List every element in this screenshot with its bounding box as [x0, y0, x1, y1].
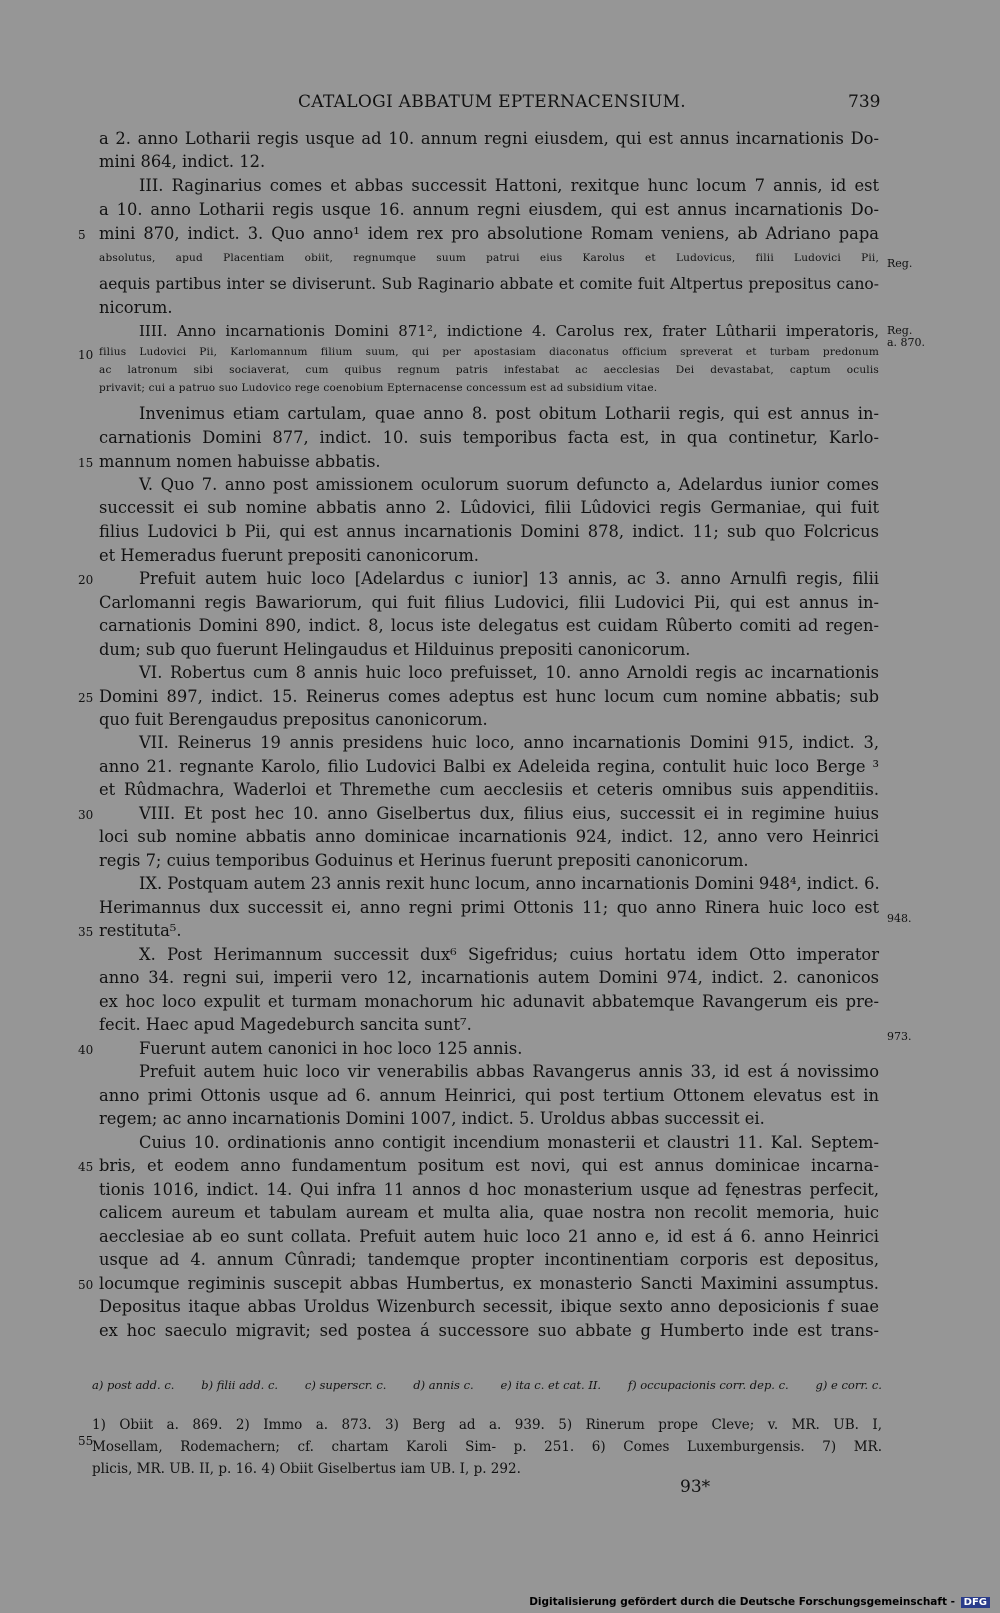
text-line: aequis partibus inter se diviserunt. Sub Raginario abbate et comite fuit Altpertus prepositus cano- [99, 275, 879, 293]
apparatus-note: d) annis c. [413, 1378, 474, 1392]
text-line: quo fuit Berengaudus prepositus canonicorum. [99, 710, 488, 729]
text-line: calicem aureum et tabulam auream et multa alia, quae nostra non recolit memoria, huic [99, 1203, 879, 1222]
footnote-line: 1) Obiit a. 869. 2) Immo a. 873. 3) Berg ad a. 939. 5) Rinerum prope Cleve; v. MR. UB. I, [92, 1417, 882, 1433]
text-line: aecclesiae ab eo sunt collata. Prefuit autem huic loco 21 anno e, id est á 6. anno Heinrici [99, 1227, 879, 1246]
text-line: X. Post Herimannum successit dux⁶ Sigefridus; cuius hortatu idem Otto imperator [139, 945, 879, 964]
text-line: anno 34. regni sui, imperii vero 12, incarnationis autem Domini 974, indict. 2. canonicos [99, 968, 879, 987]
line-number: 25 [78, 691, 94, 705]
text-line: anno 21. regnante Karolo, filio Ludovici Balbi ex Adeleida regina, contulit huic loco Berge ³ [99, 757, 879, 776]
text-line: III. Raginarius comes et abbas successit Hattoni, rexitque hunc locum 7 annis, id est [139, 176, 879, 195]
margin-note: a. 870. [887, 336, 926, 349]
text-line: Invenimus etiam cartulam, quae anno 8. post obitum Lotharii regis, qui est annus in- [139, 404, 879, 423]
text-line: Carlomanni regis Bawariorum, qui fuit filius Ludovici, filii Ludovici Pii, qui est annus in- [99, 593, 879, 612]
text-line: restituta⁵. [99, 921, 182, 940]
text-line: VI. Robertus cum 8 annis huic loco prefuisset, 10. anno Arnoldi regis ac incarnationis [139, 663, 879, 682]
text-line: fecit. Haec apud Magedeburch sancita sunt⁷. [99, 1015, 472, 1034]
text-line: nicorum. [99, 298, 173, 317]
margin-note: Reg. [887, 257, 913, 270]
line-number: 15 [78, 456, 94, 470]
line-number: 5 [78, 228, 86, 242]
text-line: dum; sub quo fuerunt Helingaudus et Hilduinus prepositi canonicorum. [99, 640, 691, 659]
apparatus-note: a) post add. c. [92, 1378, 175, 1392]
dfg-logo: DFG [961, 1597, 990, 1608]
text-line: tionis 1016, indict. 14. Qui infra 11 annos d hoc monasterium usque ad fęnestras perfecit, [99, 1180, 879, 1199]
apparatus-note: g) e corr. c. [815, 1378, 882, 1392]
text-line: absolutus, apud Placentiam obiit, regnumque suum patrui eius Karolus et Ludovicus, filii Ludovici Pii, [99, 252, 879, 264]
running-title: CATALOGI ABBATUM EPTERNACENSIUM. [298, 92, 686, 112]
text-line: mannum nomen habuisse abbatis. [99, 452, 381, 471]
text-line: Prefuit autem huic loco [Adelardus c iunior] 13 annis, ac 3. anno Arnulfi regis, filii [139, 569, 879, 588]
text-line: filius Ludovici b Pii, qui est annus incarnationis Domini 878, indict. 11; sub quo Folcricus [99, 522, 879, 541]
text-line: mini 870, indict. 3. Quo anno¹ idem rex pro absolutione Romam veniens, ab Adriano papa [99, 224, 879, 243]
line-number: 45 [78, 1160, 94, 1174]
text-line: Domini 897, indict. 15. Reinerus comes adeptus est hunc locum cum nomine abbatis; sub [99, 687, 879, 706]
text-line: privavit; cui a patruo suo Ludovico rege coenobium Epternacense concessum est ad subsidium vitae. [99, 382, 658, 394]
text-line: regis 7; cuius temporibus Goduinus et Herinus fuerunt prepositi canonicorum. [99, 851, 749, 870]
apparatus-note: e) ita c. et cat. II. [500, 1378, 602, 1392]
text-line: usque ad 4. annum Cûnradi; tandemque propter incontinentiam corporis est depositus, [99, 1250, 879, 1269]
text-line: ac latronum sibi sociaverat, cum quibus regnum patris infestabat ac aecclesias Dei devastabat, captum oculis [99, 364, 879, 376]
line-number: 30 [78, 808, 94, 822]
text-line: anno primi Ottonis usque ad 6. annum Heinrici, qui post tertium Ottonem elevatus est in [99, 1086, 879, 1105]
text-line: carnationis Domini 877, indict. 10. suis temporibus facta est, in qua continetur, Karlo- [99, 428, 879, 447]
text-line: mini 864, indict. 12. [99, 152, 266, 171]
text-line: ex hoc saeculo migravit; sed postea á successore suo abbate g Humberto inde est trans- [99, 1321, 879, 1340]
text-line: a 2. anno Lotharii regis usque ad 10. annum regni eiusdem, qui est annus incarnationis Do- [99, 129, 879, 148]
text-line: IX. Postquam autem 23 annis rexit hunc locum, anno incarnationis Domini 948⁴, indict. 6. [139, 874, 880, 893]
digitization-credit [529, 1596, 990, 1608]
text-line: regem; ac anno incarnationis Domini 1007, indict. 5. Uroldus abbas successit ei. [99, 1109, 765, 1128]
text-line: bris, et eodem anno fundamentum positum est novi, qui est annus dominicae incarna- [99, 1156, 879, 1175]
credit-text: Digitalisierung gefördert durch die Deutsche Forschungsgemeinschaft - [529, 1596, 955, 1608]
apparatus-notes [92, 1378, 882, 1392]
line-number: 50 [78, 1278, 94, 1292]
text-line: Depositus itaque abbas Uroldus Wizenburch secessit, ibique sexto anno deposicionis f suae [99, 1297, 879, 1316]
margin-note: 948. [887, 912, 912, 925]
text-line: a 10. anno Lotharii regis usque 16. annum regni eiusdem, qui est annus incarnationis Do- [99, 200, 879, 219]
line-number: 55 [78, 1434, 94, 1448]
line-number: 20 [78, 573, 94, 587]
margin-note: Reg. [887, 324, 913, 337]
text-line: carnationis Domini 890, indict. 8, locus iste delegatus est cuidam Rûberto comiti ad regen- [99, 616, 879, 635]
text-line: successit ei sub nomine abbatis anno 2. Lûdovici, filii Lûdovici regis Germaniae, qui fuit [99, 498, 879, 517]
page-number: 739 [848, 92, 881, 112]
text-line: Prefuit autem huic loco vir venerabilis abbas Ravangerus annis 33, id est á novissimo [139, 1062, 879, 1081]
footnote-line: Mosellam, Rodemachern; cf. chartam Karoli Sim- p. 251. 6) Comes Luxemburgensis. 7) MR. [92, 1439, 882, 1455]
text-line: ex hoc loco expulit et turmam monachorum hic adunavit abbatemque Ravangerum eis pre- [99, 992, 879, 1011]
text-line: Cuius 10. ordinationis anno contigit incendium monasterii et claustri 11. Kal. Septem- [139, 1133, 879, 1152]
text-line: VIII. Et post hec 10. anno Giselbertus dux, filius eius, successit ei in regimine huius [139, 804, 879, 823]
text-line: IIII. Anno incarnationis Domini 871², indictione 4. Carolus rex, frater Lûtharii imperatoris, [139, 322, 879, 340]
line-number: 40 [78, 1043, 94, 1057]
footnote-line: plicis, MR. UB. II, p. 16. 4) Obiit Giselbertus iam UB. I, p. 292. [92, 1461, 521, 1477]
line-number: 35 [78, 925, 94, 939]
text-line: et Rûdmachra, Waderloi et Thremethe cum aecclesiis et ceteris omnibus suis appenditiis. [99, 780, 879, 799]
text-line: filius Ludovici Pii, Karlomannum filium suum, qui per apostasiam diaconatus officium spreverat et turbam predonum [99, 346, 879, 358]
apparatus-note: f) occupacionis corr. dep. c. [627, 1378, 789, 1392]
text-line: VII. Reinerus 19 annis presidens huic loco, anno incarnationis Domini 915, indict. 3, [139, 733, 879, 752]
text-line: Herimannus dux successit ei, anno regni primi Ottonis 11; quo anno Rinera huic loco est [99, 898, 879, 917]
line-number: 10 [78, 348, 94, 362]
text-line: loci sub nomine abbatis anno dominicae incarnationis 924, indict. 12, anno vero Heinrici [99, 827, 879, 846]
margin-note: 973. [887, 1030, 912, 1043]
apparatus-note: c) superscr. c. [304, 1378, 387, 1392]
text-line: Fuerunt autem canonici in hoc loco 125 annis. [139, 1039, 523, 1058]
text-line: et Hemeradus fuerunt prepositi canonicorum. [99, 546, 479, 565]
text-line: locumque regiminis suscepit abbas Humbertus, ex monasterio Sancti Maximini assumptus. [99, 1274, 879, 1293]
sheet-mark: 93* [680, 1477, 711, 1497]
apparatus-note: b) filii add. c. [201, 1378, 279, 1392]
text-line: V. Quo 7. anno post amissionem oculorum suorum defuncto a, Adelardus iunior comes [139, 475, 879, 494]
